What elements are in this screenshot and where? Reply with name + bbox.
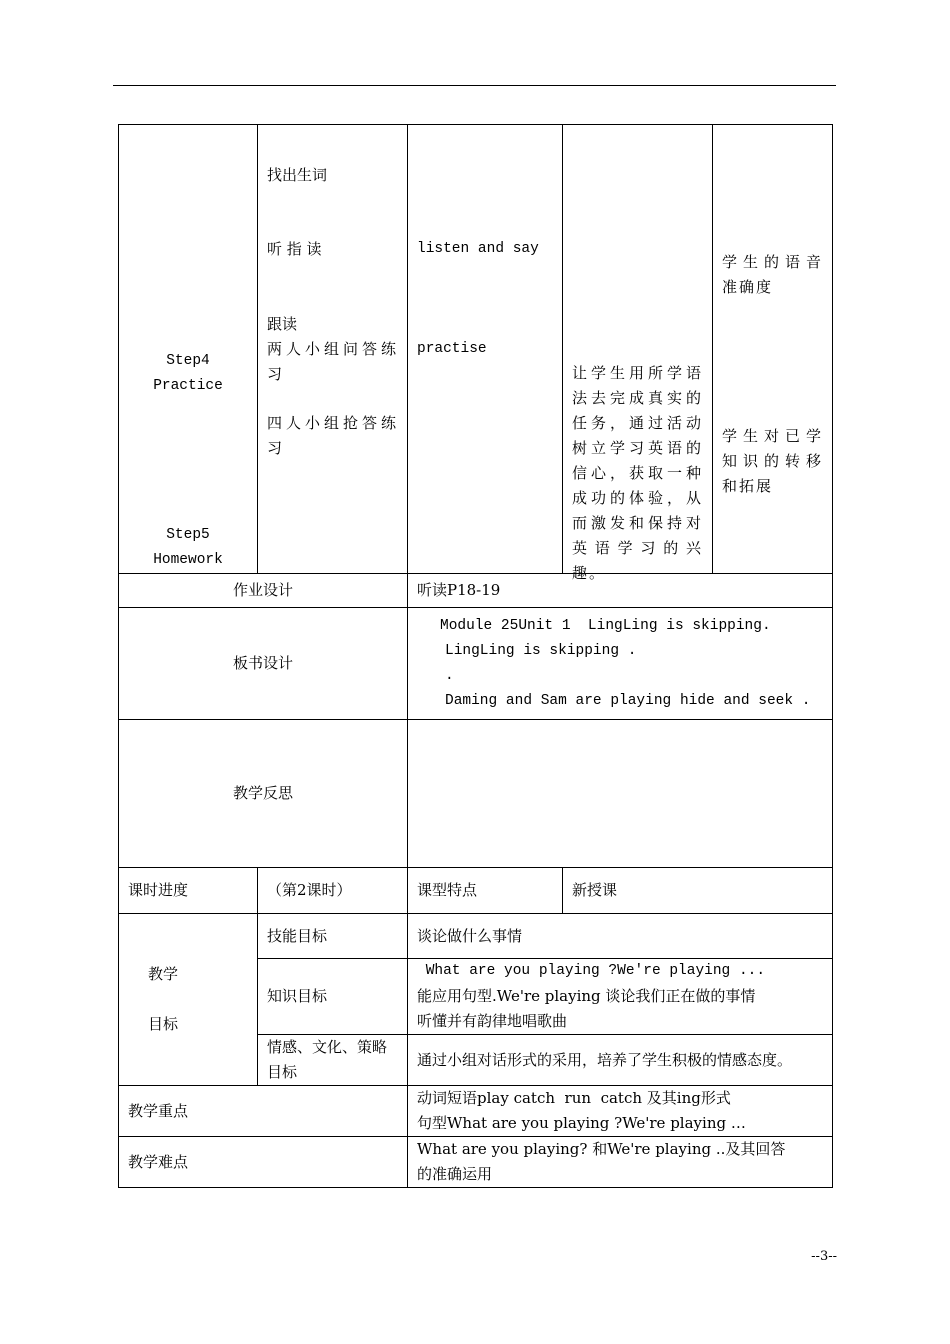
assessment-cell	[713, 125, 833, 574]
step-cell	[119, 125, 258, 574]
step4-name: Practice	[153, 378, 223, 394]
step4-block	[119, 349, 257, 399]
reflection-label: 教学反思	[119, 720, 408, 868]
header-rule	[113, 85, 836, 86]
goals-label-line2: 目标	[147, 1015, 178, 1033]
affect-value: 通过小组对话形式的采用，培养了学生积极的情感态度。	[408, 1035, 833, 1086]
activity-group-qa: 四人小组抢答练习	[267, 414, 398, 457]
step5-block	[119, 523, 257, 573]
key-points-label: 教学重点	[119, 1086, 408, 1137]
key-points-row	[119, 1086, 833, 1137]
progress-value: （第2课时）	[258, 868, 408, 914]
type-label: 课型特点	[408, 868, 563, 914]
goals-label	[119, 914, 258, 1086]
key-points-value	[408, 1086, 833, 1137]
activity-pair-qa: 两人小组问答练习	[267, 340, 398, 383]
lesson-plan-table	[118, 124, 833, 1188]
knowledge-line-2: 能应用句型.We're playing 谈论我们正在做的事情	[417, 987, 756, 1005]
knowledge-line-1: What are you playing ?We're playing ...	[417, 963, 766, 979]
board-row	[119, 608, 833, 720]
teacher-activities-cell	[258, 125, 408, 574]
key-points-line-2: 句型What are you playing ?We're playing …	[417, 1114, 746, 1132]
difficult-points-line-2: 的准确运用	[417, 1165, 493, 1183]
lesson-row	[119, 868, 833, 914]
reflection-row	[119, 720, 833, 868]
goal-skill-row	[119, 914, 833, 959]
homework-label: 作业设计	[119, 574, 408, 608]
intent-text: 让学生用所学语法去完成真实的任务，通过活动树立学习英语的信心，获取一种成功的体验，从而激发和保持对英语学习的兴趣。	[572, 364, 703, 582]
board-label: 板书设计	[119, 608, 408, 720]
key-points-line-1: 动词短语play catch run catch 及其ing形式	[417, 1089, 731, 1107]
practice-row	[119, 125, 833, 574]
board-line-3: .	[445, 667, 454, 684]
student-activities-cell	[408, 125, 563, 574]
board-line-1: Module 25Unit 1 LingLing is skipping.	[440, 617, 771, 634]
knowledge-value	[408, 959, 833, 1035]
step5-label: Step5	[166, 527, 210, 543]
student-listen-say: listen and say	[417, 241, 539, 257]
knowledge-label: 知识目标	[258, 959, 408, 1035]
student-practise: practise	[417, 341, 487, 357]
difficult-points-line-1: What are you playing? 和We're playing ..及其回答	[417, 1140, 786, 1158]
intent-cell	[563, 125, 713, 582]
goals-label-line1: 教学	[147, 965, 178, 983]
activity-follow-read: 跟读	[267, 315, 298, 333]
homework-row	[119, 574, 833, 608]
step4-label: Step4	[166, 353, 210, 369]
reflection-value	[408, 720, 833, 868]
homework-value: 听读P18-19	[408, 574, 833, 608]
board-line-2: LingLing is skipping .	[445, 642, 637, 659]
page-number: --3--	[811, 1249, 837, 1264]
board-line-4: Daming and Sam are playing hide and seek .	[445, 692, 811, 709]
skill-label: 技能目标	[258, 914, 408, 959]
activity-find-words: 找出生词	[267, 166, 328, 184]
activity-listen-point-read: 听 指 读	[267, 240, 322, 258]
assessment-transfer: 学生对已学知识的转移和拓展	[722, 427, 823, 495]
skill-value: 谈论做什么事情	[408, 914, 833, 959]
affect-label: 情感、文化、策略目标	[258, 1035, 408, 1086]
board-content	[408, 608, 833, 720]
difficult-points-row	[119, 1137, 833, 1188]
type-value: 新授课	[563, 868, 833, 914]
difficult-points-value	[408, 1137, 833, 1188]
difficult-points-label: 教学难点	[119, 1137, 408, 1188]
progress-label: 课时进度	[119, 868, 258, 914]
knowledge-line-3: 听懂并有韵律地唱歌曲	[417, 1012, 568, 1030]
assessment-pronunciation: 学生的语音准确度	[722, 253, 823, 296]
step5-name: Homework	[153, 552, 223, 568]
